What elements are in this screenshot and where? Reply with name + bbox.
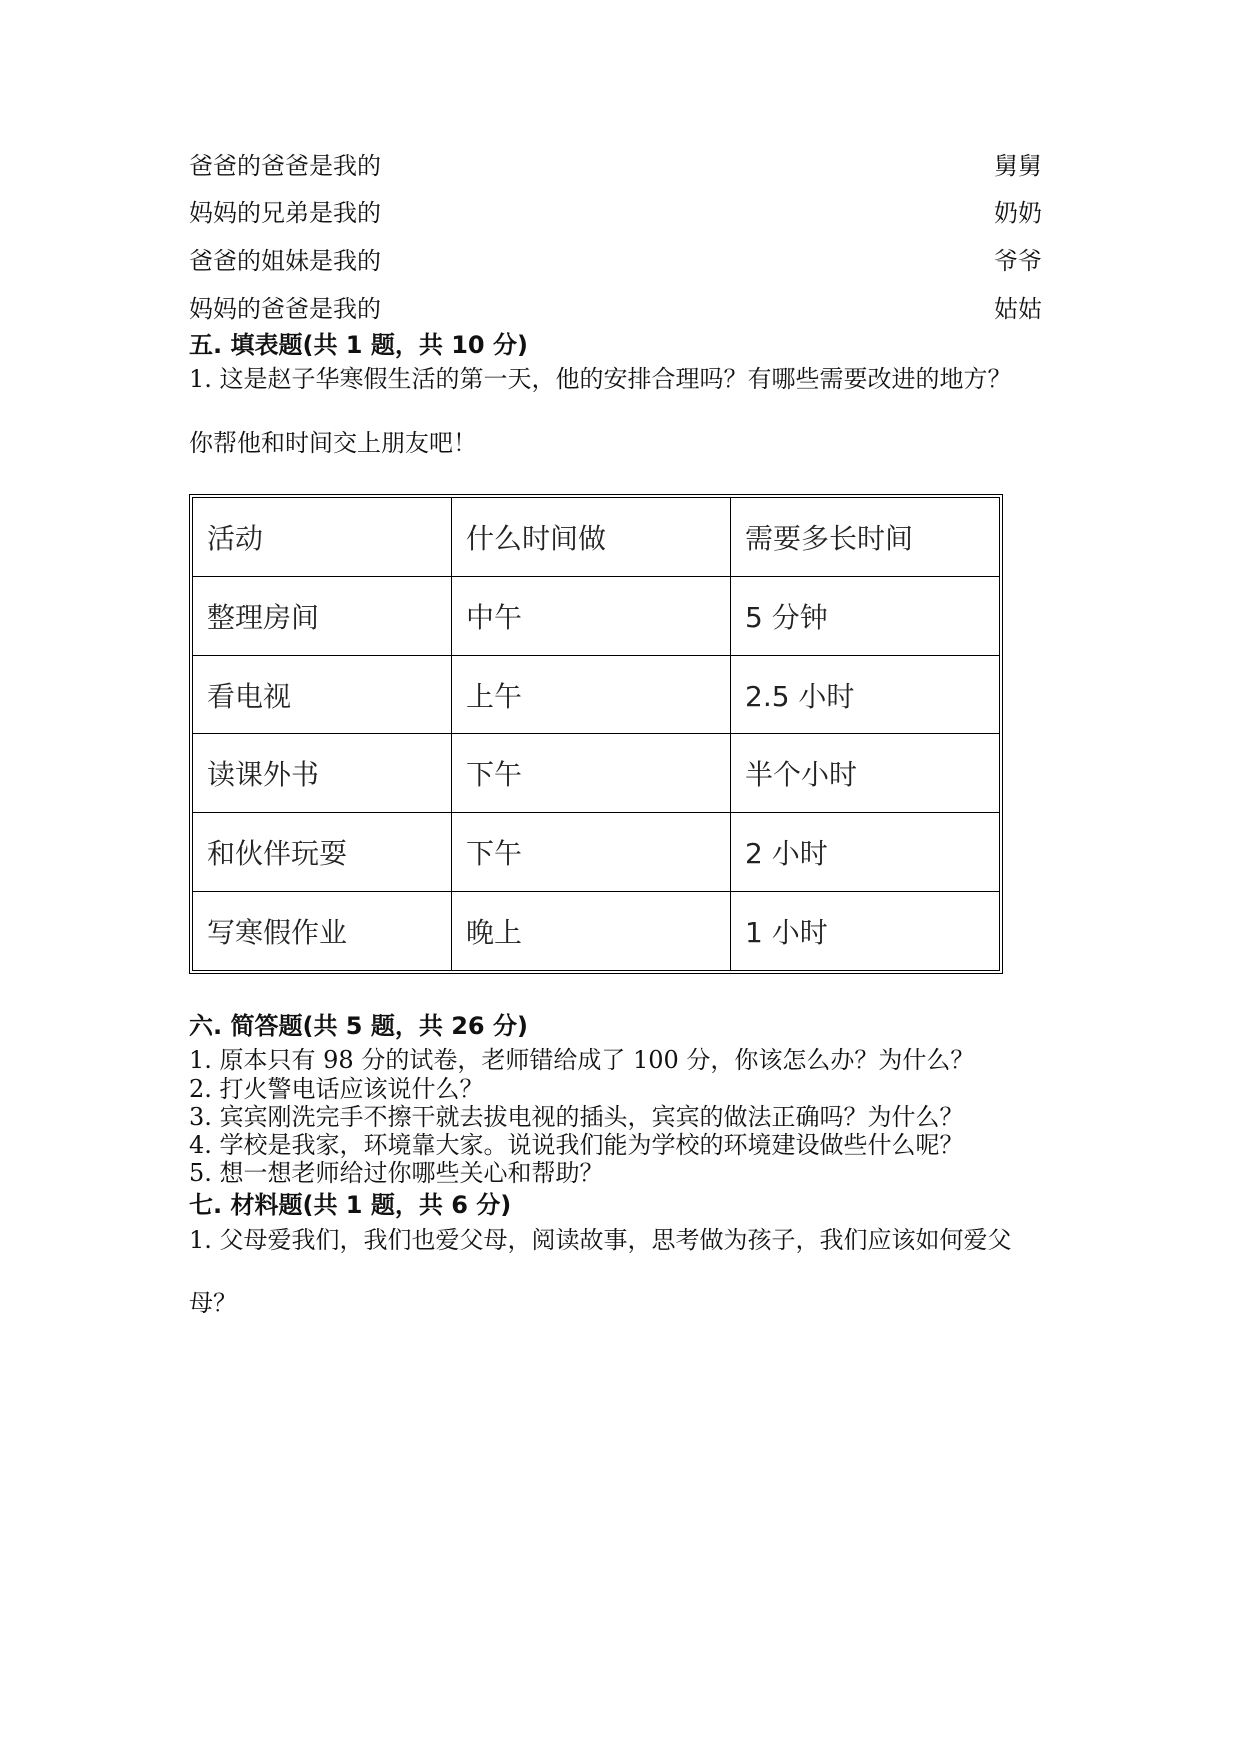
table-cell: 读课外书 [193, 734, 452, 813]
table-row [193, 892, 1000, 971]
matching-right-3: 爷爷 [994, 247, 1042, 275]
table-cell: 下午 [452, 813, 731, 892]
matching-left-1: 爸爸的爸爸是我的 [189, 152, 381, 180]
section6-question-4: 4. 学校是我家，环境靠大家。说说我们能为学校的环境建设做些什么呢？ [189, 1131, 964, 1159]
table-cell: 2 小时 [731, 813, 1000, 892]
section5-q1-line1: 1. 这是赵子华寒假生活的第一天，他的安排合理吗？有哪些需要改进的地方？ [189, 365, 1012, 393]
table-cell: 中午 [452, 576, 731, 655]
section6-question-3: 3. 宾宾刚洗完手不擦干就去拔电视的插头，宾宾的做法正确吗？为什么？ [189, 1103, 964, 1131]
section7-q1-line1: 1. 父母爱我们，我们也爱父母，阅读故事，思考做为孩子，我们应该如何爱父 [189, 1226, 1012, 1254]
matching-left-2: 妈妈的兄弟是我的 [189, 199, 381, 227]
section6-question-5: 5. 想一想老师给过你哪些关心和帮助？ [189, 1159, 604, 1187]
section5-q1-line2: 你帮他和时间交上朋友吧！ [189, 429, 477, 457]
table-cell: 和伙伴玩耍 [193, 813, 452, 892]
table-cell: 看电视 [193, 655, 452, 734]
table-header-row [193, 498, 1000, 577]
section5-heading: 五. 填表题(共 1 题，共 10 分) [189, 331, 528, 359]
table-cell: 半个小时 [731, 734, 1000, 813]
matching-left-3: 爸爸的姐妹是我的 [189, 247, 381, 275]
table-header-cell: 需要多长时间 [731, 498, 1000, 577]
table-cell: 写寒假作业 [193, 892, 452, 971]
table-cell: 下午 [452, 734, 731, 813]
table-row [193, 655, 1000, 734]
table-cell: 1 小时 [731, 892, 1000, 971]
section7-q1-line2: 母？ [189, 1289, 237, 1317]
table-row [193, 813, 1000, 892]
table-row [193, 576, 1000, 655]
table-cell: 整理房间 [193, 576, 452, 655]
matching-right-2: 奶奶 [994, 199, 1042, 227]
section7-heading: 七. 材料题(共 1 题，共 6 分) [189, 1191, 512, 1219]
table-cell: 上午 [452, 655, 731, 734]
section6-question-1: 1. 原本只有 98 分的试卷，老师错给成了 100 分，你该怎么办？为什么？ [189, 1046, 975, 1074]
section6-heading: 六. 简答题(共 5 题，共 26 分) [189, 1012, 528, 1040]
table-cell: 5 分钟 [731, 576, 1000, 655]
section6-question-2: 2. 打火警电话应该说什么？ [189, 1075, 484, 1103]
table-header-cell: 什么时间做 [452, 498, 731, 577]
matching-left-4: 妈妈的爸爸是我的 [189, 295, 381, 323]
schedule-table [189, 494, 1003, 974]
matching-right-4: 姑姑 [994, 295, 1042, 323]
table-cell: 晚上 [452, 892, 731, 971]
table-header-cell: 活动 [193, 498, 452, 577]
matching-right-1: 舅舅 [994, 152, 1042, 180]
table-cell: 2.5 小时 [731, 655, 1000, 734]
table-row [193, 734, 1000, 813]
